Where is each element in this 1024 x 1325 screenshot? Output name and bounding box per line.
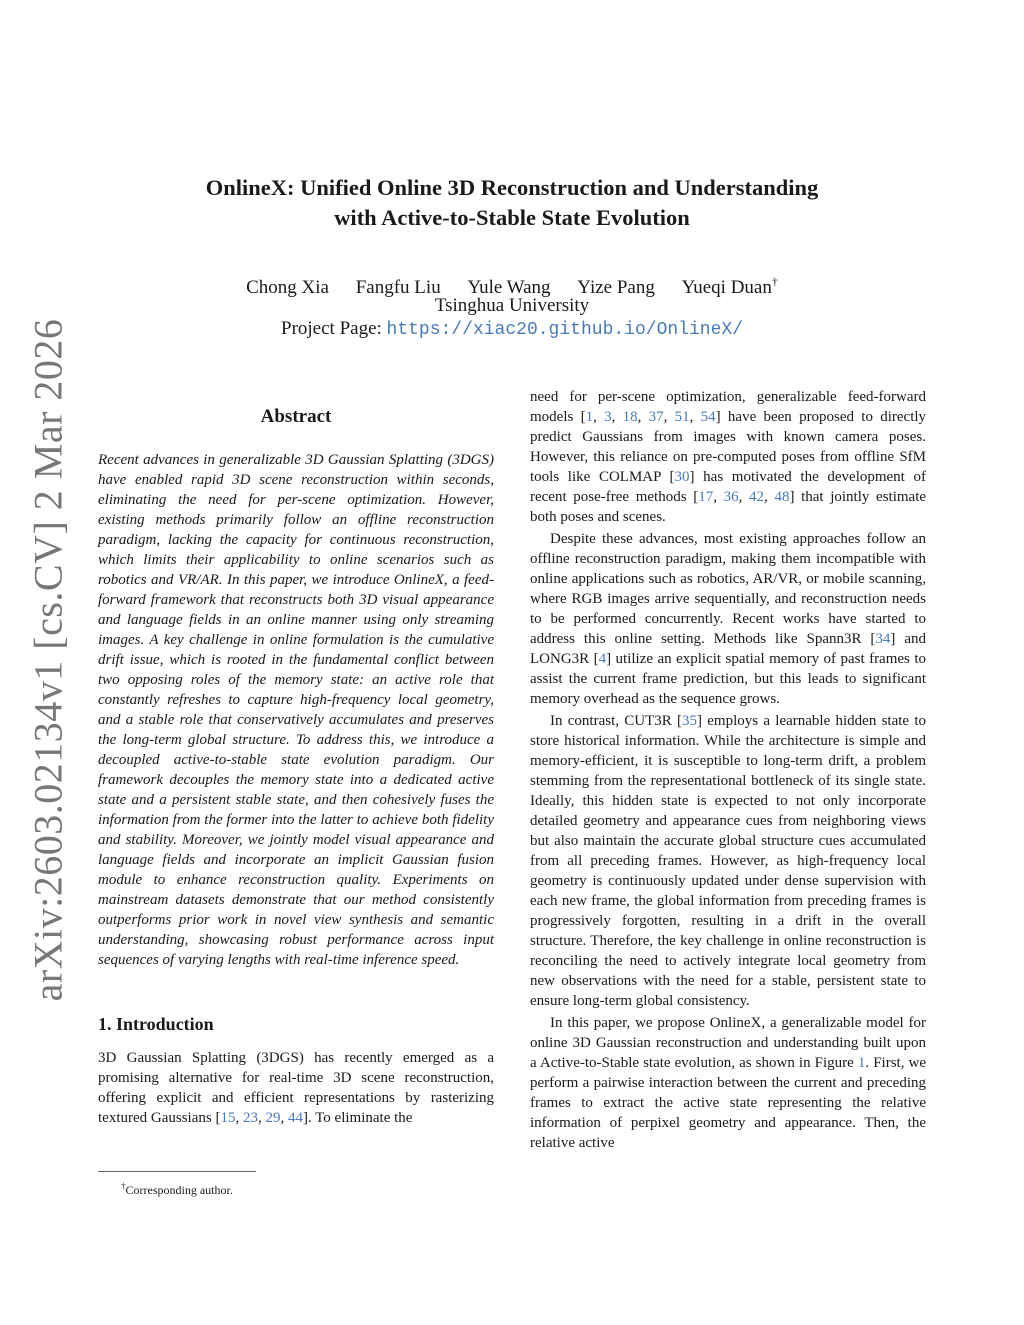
citation-link[interactable]: 54 [700,409,716,425]
footnote-divider [98,1171,256,1172]
citation-link[interactable]: 23 [242,1110,258,1126]
citation-link[interactable]: 4 [598,651,607,667]
title-line-2: with Active-to-Stable State Evolution [334,205,690,230]
project-page-link[interactable]: https://xiac20.github.io/OnlineX/ [386,320,743,340]
footnote [121,1178,233,1198]
left-column [98,405,494,1128]
citation-link[interactable]: 30 [674,469,690,485]
author-name: Fangfu Liu [355,277,441,299]
introduction-heading: 1. Introduction [98,1014,214,1034]
intro-paragraph: 3D Gaussian Splatting (3DGS) has recently emerged as a promising alternative for real-time 3D scene reconstruction, offering explicit and efficient representations by rasterizing textured Gaussians [15, 23, 29, 44]. To eliminate the [98,1050,494,1126]
intro-paragraph: Despite these advances, most existing approaches follow an offline reconstruction paradigm, making them incompatible with online applications such as robotics, AR/VR, or mobile scanning, where RGB images arrive sequentially, and reconstruction needs to be performed concurrently. Recent works have started to address this online setting. Methods like Spann3R [34] and LONG3R [4] utilize an explicit spatial memory of past frames to assist the current frame prediction, but this leads to significant memory overhead as the sequence grows. [530,531,927,707]
footnote-text: Corresponding author. [125,1183,233,1197]
author-name: Yueqi Duan [681,277,772,299]
figure-reference-link[interactable]: 1 [857,1055,866,1071]
affiliation: Tsinghua University [434,295,590,316]
citation-link[interactable]: 48 [774,489,790,505]
citation-link[interactable]: 34 [875,631,891,647]
footnote-mark: † [121,1181,126,1191]
title-line-1: OnlineX: Unified Online 3D Reconstruction and Understanding [205,175,819,200]
citation-link[interactable]: 36 [723,489,739,505]
arxiv-identifier-stamp: arXiv:2603.02134v1 [cs.CV] 2 Mar 2026 [25,318,71,1002]
intro-paragraph: In this paper, we propose OnlineX, a generalizable model for online 3D Gaussian reconstruction and understanding built upon a Active-to-Stable state evolution, as shown in Figure 1. First, we perform a pairwise interaction between the current and preceding frames to extract the active state representing the relative information of perpixel geometry and appearance. Then, the relative active [530,1015,927,1151]
citation-link[interactable]: 35 [682,713,698,729]
citation-link[interactable]: 1 [585,409,594,425]
paper-title [100,173,924,233]
citation-link[interactable]: 51 [674,409,690,425]
author-name: Chong Xia [246,277,329,299]
project-page-line [100,317,924,342]
intro-paragraph: In contrast, CUT3R [35] employs a learnable hidden state to store historical information. While the architecture is simple and memory-efficient, it is susceptible to long-term drift, a problem stemming from the representational bottleneck of its single state. Ideally, this hidden state is expected to not only incorporate detailed geometry and appearance cues from neighboring views but also maintain the accurate global structure cues accumulated from all preceding frames. However, as high-frequency local geometry is continuously updated under dense supervision with each new frame, the global information from preceding frames is progressively forgotten, resulting in a drift in the overall structure. Therefore, the key challenge in online reconstruction is reconciling the need to actively integrate local geometry from new observations with the need for a stable, persistent state to ensure long-term global consistency. [530,713,926,1009]
citation-link[interactable]: 44 [287,1110,303,1126]
citation-link[interactable]: 18 [622,409,638,425]
abstract-heading: Abstract [260,406,332,427]
author-name: Yule Wang [467,277,551,299]
author-name: Yize Pang [577,277,655,299]
citation-link[interactable]: 42 [749,489,765,505]
citation-link[interactable]: 3 [604,409,612,425]
project-page-label: Project Page: [281,318,382,339]
citation-link[interactable]: 17 [698,489,714,505]
corresponding-author-mark: † [771,275,778,289]
citation-link[interactable]: 37 [648,409,664,425]
citation-link[interactable]: 29 [265,1110,281,1126]
citation-link[interactable]: 15 [220,1110,236,1126]
intro-paragraph: need for per-scene optimization, generalizable feed-forward models [1, 3, 18, 37, 51, 54] have been proposed to directly predict Gaussians from images with known camera poses. However, this reliance on pre-computed poses from offline SfM tools like COLMAP [30] has motivated the development of recent pose-free methods [17, 36, 42, 48] that jointly estimate both poses and scenes. [530,389,927,525]
right-column [530,387,926,1153]
abstract-text: Recent advances in generalizable 3D Gaussian Splatting (3DGS) have enabled rapid 3D scene reconstruction within seconds, eliminating the need for per-scene optimization. However, existing methods primarily follow an offline reconstruction paradigm, lacking the capacity for continuous reconstruction, which limits their applicability to online scenarios such as robotics and VR/AR. In this paper, we introduce OnlineX, a feed-forward framework that reconstructs both 3D visual appearance and language fields in an online manner using only streaming images. A key challenge in online formulation is the cumulative drift issue, which is rooted in the fundamental conflict between two opposing roles of the memory state: an active role that constantly refreshes to capture high-frequency local geometry, and a stable role that conservatively accumulates and preserves the long-term global structure. To address this, we introduce a decoupled active-to-stable state evolution paradigm. Our framework decouples the memory state into a dedicated active state and a persistent stable state, and then cohesively fuses the information from the former into the latter to achieve both fidelity and stability. Moreover, we jointly model visual appearance and language fields and incorporate an implicit Gaussian fusion module to enhance reconstruction quality. Experiments on mainstream datasets demonstrate that our method consistently outperforms prior work in novel view synthesis and semantic understanding, showcasing robust performance across input sequences of varying lengths with real-time inference speed. [98,452,494,968]
